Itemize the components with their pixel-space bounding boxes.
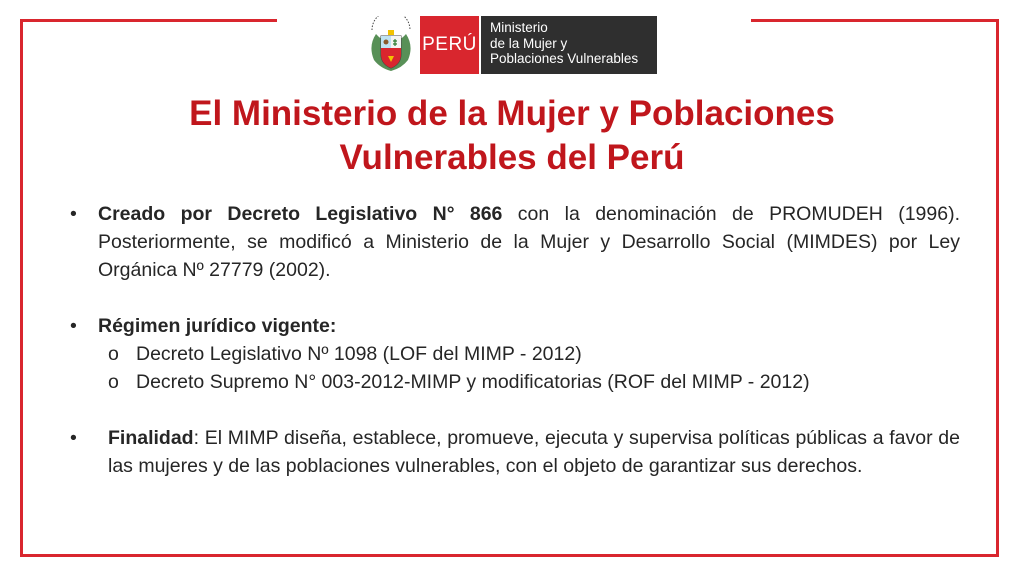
sub-item-rof — [66, 368, 960, 396]
sub-bullet: o — [108, 343, 119, 365]
bullet-dot: • — [70, 427, 77, 449]
legal-regime-heading: Régimen jurídico vigente: — [98, 315, 337, 337]
bullet-legal-regime — [66, 312, 960, 340]
bullet-dot: • — [70, 315, 77, 337]
spacer — [66, 396, 960, 424]
slide-content — [66, 200, 960, 480]
spacer — [66, 284, 960, 312]
sub-item-lof — [66, 340, 960, 368]
sub-item-text: Decreto Legislativo Nº 1098 (LOF del MIMP - 2012) — [136, 343, 582, 365]
purpose-bold: Finalidad — [108, 427, 194, 449]
bullet-creation — [66, 200, 960, 284]
bullet-purpose — [66, 424, 960, 480]
ministry-name — [479, 16, 657, 74]
page-title — [60, 92, 964, 180]
ministry-line-2: de la Mujer y — [490, 35, 568, 51]
bullet-dot: • — [70, 203, 77, 225]
ministry-line-1: Ministerio — [490, 20, 548, 35]
coat-of-arms-icon — [366, 16, 416, 74]
peru-label: PERÚ — [420, 16, 479, 74]
sub-item-text: Decreto Supremo N° 003-2012-MIMP y modificatorias (ROF del MIMP - 2012) — [136, 371, 810, 393]
ministry-logo — [366, 16, 657, 74]
title-line-2: Vulnerables del Perú — [339, 138, 685, 177]
creation-text: con la denominación de PROMUDEH (1996). Posteriormente, se modificó a Ministerio de la Mujer y Desarrollo Social (MIMDES) por Ley Orgánica Nº 27779 (2002). — [98, 203, 960, 281]
sub-bullet: o — [108, 371, 119, 393]
ministry-line-3: Poblaciones Vulnerables — [490, 51, 639, 66]
creation-bold: Creado por Decreto Legislativo N° 866 — [98, 203, 503, 225]
title-line-1: El Ministerio de la Mujer y Poblaciones — [189, 94, 835, 133]
purpose-text: : El MIMP diseña, establece, promueve, ejecuta y supervisa políticas públicas a favor de las mujeres y de las poblaciones vulnerables, con el objeto de garantizar sus derechos. — [108, 427, 960, 477]
